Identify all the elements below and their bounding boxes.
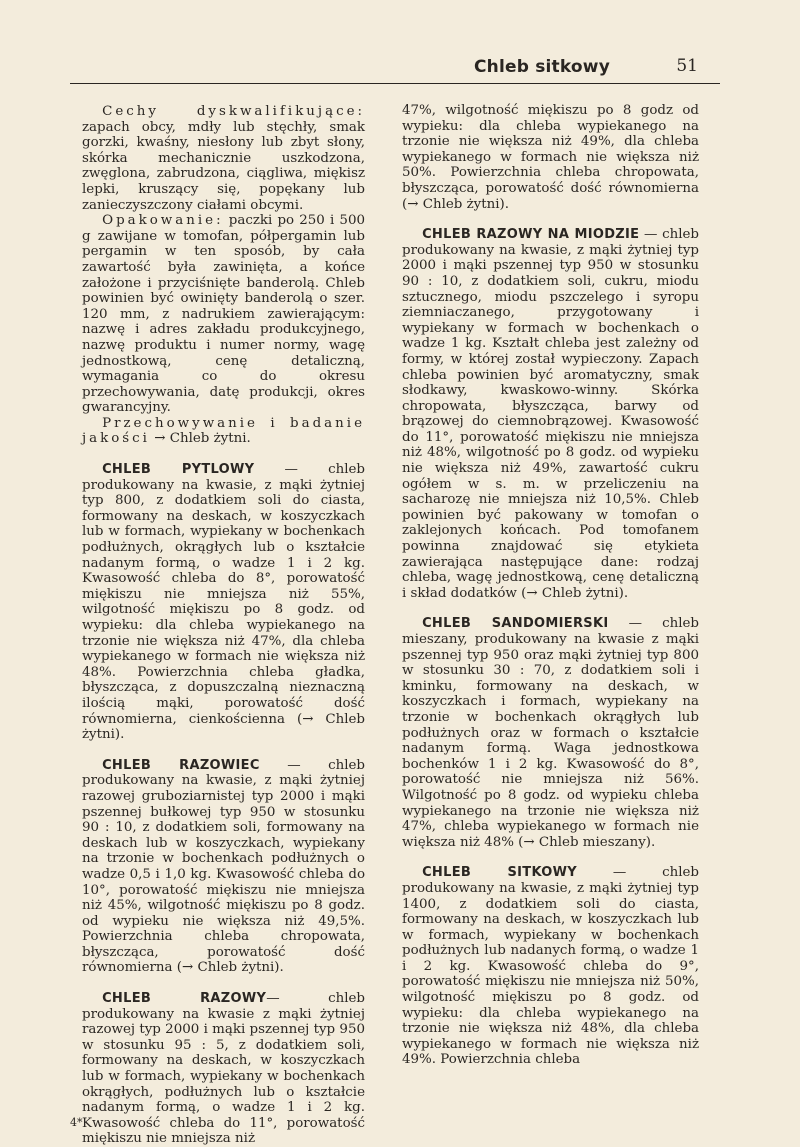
signature-mark: 4* <box>70 1116 83 1129</box>
entry-chleb-sitkowy <box>402 865 699 1068</box>
entry-text: — chleb produkowany na kwasie, z mąki żytniej typ 800, z dodatkiem soli do ciasta, formowany na deskach, w koszyczkach lub w formach, wypiekany w bochenkach podłużnych, okrągłych lub o kształcie nadanym formą, o wadze 1 i 2 kg. Kwasowość chleba do 8°, porowatość miękiszu nie mniejsza niż 55%, wilgotność miękiszu po 8 godz. od wypieku: dla chleba wypiekanego na trzonie nie większa niż 47%, dla chleba wypiekanego w formach nie większa niż 48%. Powierzchnia chleba gładka, błyszcząca, z dopuszczalną nieznaczną ilością mąki, porowatość dość równomierna, cienkościenna (→ Chleb żytni). <box>82 462 365 743</box>
entry-text: — chleb mieszany, produkowany na kwasie z mąki pszennej typ 950 oraz mąki żytniej typ 800 w stosunku 30 : 70, z dodatkiem soli i kminku, formowany na deskach, w koszyczkach i formach, wypiekany na trzonie w bochenkach okrągłych lub podłużnych oraz w formach o kształcie nadanym formą. Waga jednostkowa bochenków 1 i 2 kg. Kwasowość do 8°, porowatość nie mniejsza niż 56%. Wilgotność po 8 godz. od wypieku chleba wypiekanego na trzonie nie większa niż 47%, chleba wypiekanego w formach nie większa niż 48% (→ Chleb mieszany). <box>402 616 699 850</box>
entry-term: CHLEB PYTLOWY <box>102 462 255 478</box>
section-label: Przechowywanie i badanie jakości <box>82 415 365 447</box>
entry-chleb-razowy-na-miodzie <box>402 227 699 601</box>
page-number: 51 <box>676 56 698 76</box>
section-label: Opakowanie: <box>102 213 224 229</box>
entry-term: CHLEB SANDOMIERSKI <box>422 616 609 632</box>
paragraph-text: paczki po 250 i 500 g zawijane w tomofan, półpergamin lub pergamin w ten sposób, by cała zawartość była zawinięta, a końce założone i przyciśnięte banderolą. Chleb powinien być owinięty banderolą o szer. 120 mm, z nadrukiem zawierającym: nazwę i adres zakładu produkcyjnego, nazwę produktu i numer normy, wagę jednostkową, cenę detaliczną, wymagania co do okresu przechowywania, datę produkcji, okres gwarancyjny. <box>82 213 365 416</box>
section-label: Cechy dyskwalifikujące: <box>102 104 365 119</box>
paragraph-storage <box>82 416 365 447</box>
right-column <box>402 103 699 1068</box>
entry-term: CHLEB RAZOWY NA MIODZIE <box>422 227 640 243</box>
paragraph-disqualifying-features <box>82 104 365 213</box>
entry-chleb-pytlowy <box>82 462 365 743</box>
continued-text: 47%, wilgotność miękiszu po 8 godz od wypieku: dla chleba wypiekanego na trzonie nie większa niż 49%, dla chleba wypiekanego w formach nie większa niż 50%. Powierzchnia chleba chropowata, błyszcząca, porowatość dość równomierna (→ Chleb żytni). <box>402 103 699 212</box>
entry-text: — chleb produkowany na kwasie, z mąki żytniej typ 1400, z dodatkiem soli do ciasta, formowany na deskach, w koszyczkach lub w formach, wypiekany w bochenkach podłużnych lub nadanych formą, o wadze 1 i 2 kg. Kwasowość chleba do 9°, porowatość miękiszu nie mniejsza niż 50%, wilgotność miękiszu po 8 godz. od wypieku: dla chleba wypiekanego na trzonie nie większa niż 48%, dla chleba wypiekanego w formach nie większa niż 49%. Powierzchnia chleba <box>402 865 699 1068</box>
entry-text: — chleb produkowany na kwasie, z mąki żytniej typ 2000 i mąki pszennej typ 950 w stosunku 90 : 10, z dodatkiem soli, cukru, miodu sztucznego, miodu pszczelego i syropu ziemniaczanego, przygotowany i wypiekany w formach w bochenkach o wadze 1 kg. Kształt chleba jest zależny od formy, w której został wypieczony. Zapach chleba powinien być aromatyczny, smak słodkawy, kwaskowo-winny. Skórka chropowata, błyszcząca, barwy od brązowej do ciemnobrązowej. Kwasowość do 11°, porowatość miękiszu nie mniejsza niż 48%, wilgotność po 8 godz. od wypieku nie większa niż 49%, zawartość cukru ogółem w s. m. w przeliczeniu na sacharozę nie mniejsza niż 10,5%. Chleb powinien być pakowany w tomofan o zaklejonych końcach. Pod tomofanem powinna znajdować się etykieta zawierająca następujące dane: rodzaj chleba, wagę jednostkową, cenę detaliczną i skład dodatków (→ Chleb żytni). <box>402 227 699 601</box>
paragraph-packaging <box>82 213 365 416</box>
entry-chleb-sandomierski <box>402 616 699 850</box>
entry-term: CHLEB SITKOWY <box>422 865 577 881</box>
running-header <box>70 55 720 84</box>
entry-term: CHLEB RAZOWIEC <box>102 757 260 773</box>
entry-text: — chleb produkowany na kwasie z mąki żytniej razowej typ 2000 i mąki pszennej typ 950 w stosunku 95 : 5, z dodatkiem soli, formowany na deskach, w koszyczkach lub w formach, wypiekany w bochenkach okrągłych, podłużnych lub o kształcie nadanym formą, o wadze 1 i 2 kg. Kwasowość chleba do 11°, porowatość miękiszu nie mniejsza niż <box>82 991 365 1147</box>
paragraph-text: zapach obcy, mdły lub stęchły, smak gorzki, kwaśny, niesłony lub zbyt słony, skórka mechanicznie uszkodzona, zwęglona, zabrudzona, ciągliwa, miękisz lepki, kruszący się, popękany lub zanieczyszczony ciałami obcymi. <box>82 119 365 213</box>
header-title: Chleb sitkowy <box>473 57 610 77</box>
entry-term: CHLEB RAZOWY <box>102 991 267 1007</box>
left-column <box>82 104 365 1147</box>
paragraph-text: → Chleb żytni. <box>154 431 251 447</box>
entry-text: — chleb produkowany na kwasie, z mąki żytniej razowej gruboziarnistej typ 2000 i mąki pszennej bułkowej typ 950 w stosunku 90 : 10, z dodatkiem soli, formowany na deskach lub w koszyczkach, wypiekany na trzonie w bochenkach podłużnych o wadze 0,5 i 1,0 kg. Kwasowość chleba do 10°, porowatość miękiszu nie mniejsza niż 45%, wilgotność miękiszu po 8 godz. od wypieku nie większa niż 49,5%. Powierzchnia chleba chropowata, błyszcząca, porowatość dość równomierna (→ Chleb żytni). <box>82 757 365 976</box>
entry-chleb-razowy <box>82 991 365 1147</box>
entry-chleb-razowiec <box>82 758 365 976</box>
